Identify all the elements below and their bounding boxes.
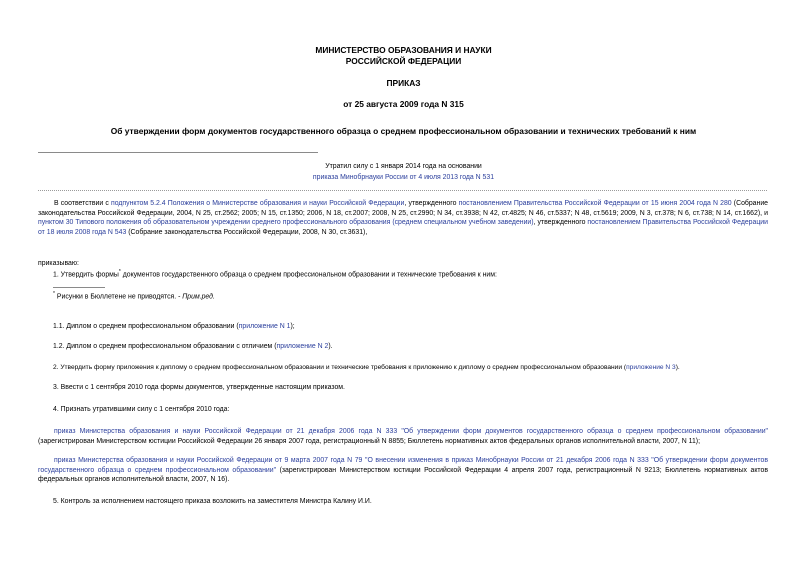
order-79-link[interactable]: "Об утверждении форм документов государственного образца о среднем профессиональном образовании"	[38, 457, 768, 474]
footnote-reference: *	[118, 269, 121, 275]
document-type: ПРИКАЗ	[386, 78, 421, 88]
appendix-3-link[interactable]: приложение N 3	[626, 364, 676, 371]
item-1	[53, 268, 497, 280]
repeal-text: (зарегистрирован Министерством юстиции Российской Федерации 26 января 2007 года, регистрационный N 8855; Бюллетень нормативных актов федеральных органов исполнительной власти, 2007, N 11);	[38, 437, 700, 445]
preamble-text: , утвержденного	[404, 200, 459, 207]
repealed-order-2	[38, 456, 768, 485]
repeal-text: (зарегистрирован Министерством юстиции Российской Федерации 4 апреля 2007 года, регистрационный N 9213; Бюллетень нормативных актов федеральных органов исполнительной власти, 2007, N 16).	[38, 466, 768, 484]
preamble-text: (Собрание законодательства Российской Федерации, 2004, N 25, ст.2562; 2005; N 15, ст.1350; 2006, N 18, ст.2007; 2008, N 25, ст.2990; N 34, ст.3938; N 42, ст.4825; N 46, ст.5337; N 48, ст.5619; 2009, N 3, ст.378; N 6, ст.738; N 14, ст.1662), и	[38, 200, 768, 217]
footnote-italic: Прим.ред.	[182, 293, 215, 301]
document-date-number: от 25 августа 2009 года N 315	[343, 99, 464, 109]
government-decree-543-link[interactable]: постановлением Правительства Российской Федерации от 18 июля 2008 года N 543	[38, 219, 768, 236]
preamble-text: , утвержденного	[533, 219, 588, 227]
divider-top	[38, 152, 318, 153]
item-2	[53, 363, 680, 373]
footnote-mark: *	[53, 291, 55, 297]
item-1-text: 1. Утвердить формы	[53, 271, 119, 279]
ministry-name-line2: РОССИЙСКОЙ ФЕДЕРАЦИИ	[345, 56, 462, 66]
divider-dotted	[38, 190, 767, 191]
preamble-paragraph	[38, 199, 768, 237]
appendix-1-link[interactable]: приложение N 1	[238, 323, 291, 330]
order-333-link[interactable]: приказ Министерства образования и науки Российской Федерации от 21 декабря 2006 года N 333 "Об утверждении форм документов государственного образца о среднем профессиональном образовании"	[54, 428, 768, 435]
document-title: Об утверждении форм документов государственного образца о среднем профессиональном образовании и технических требований к ним	[110, 126, 697, 136]
item-text: ).	[675, 364, 680, 371]
item-text: 1.2. Диплом о среднем профессиональном образовании с отличием (	[53, 343, 277, 350]
expired-basis-link[interactable]: приказа Минобрнауки России от 4 июля 2013 года N 531	[312, 174, 495, 181]
item-text: 1.1. Диплом о среднем профессиональном образовании (	[53, 323, 239, 330]
appendix-2-link[interactable]: приложение N 2	[276, 343, 329, 350]
regulation-link[interactable]: подпунктом 5.2.4 Положения о Министерстве образования и науки Российской Федерации	[110, 200, 405, 207]
preamble-text: (Собрание законодательства Российской Федерации, 2008, N 30, ст.3631),	[126, 228, 368, 236]
item-5: 5. Контроль за исполнением настоящего приказа возложить на заместителя Министра Калину И.И.	[53, 498, 372, 505]
item-1-2	[53, 342, 333, 352]
repealed-order-1	[38, 427, 768, 446]
item-text: );	[290, 323, 295, 330]
item-text: ).	[328, 343, 333, 350]
order-333-link[interactable]: приказ Минобрнауки России от 21 декабря 2006 года N 333	[451, 457, 649, 464]
footnote	[53, 290, 215, 302]
footnote-text: Рисунки в Бюллетене не приводятся. -	[54, 293, 183, 301]
footnote-divider	[53, 287, 105, 288]
item-1-1	[53, 322, 295, 332]
order-79-link[interactable]: приказ Министерства образования и науки Российской Федерации от 9 марта 2007 года N 79 "О внесении изменения в	[54, 457, 452, 464]
government-decree-280-link[interactable]: постановлением Правительства Российской Федерации от 15 июня 2004 года N 280	[458, 200, 732, 207]
item-1-text: документов государственного образца о среднем профессиональном образовании и технические требования к ним:	[120, 271, 497, 279]
item-4: 4. Признать утратившими силу с 1 сентября 2010 года:	[53, 406, 230, 413]
typical-provision-link[interactable]: пунктом 30 Типового положения об образовательном учреждении среднего профессионального образования (среднем специальном учебном заведении)	[38, 219, 534, 227]
preamble-text: В соответствии с	[54, 200, 111, 207]
item-3: 3. Ввести с 1 сентября 2010 года формы документов, утвержденные настоящим приказом.	[53, 384, 345, 391]
orders-word: приказываю:	[38, 260, 79, 267]
ministry-name-line1: МИНИСТЕРСТВО ОБРАЗОВАНИЯ И НАУКИ	[315, 45, 492, 55]
expired-notice: Утратил силу с 1 января 2014 года на основании	[325, 163, 482, 170]
item-text: 2. Утвердить форму приложения к диплому о среднем профессиональном образовании и технические требования к приложению к диплому о среднем профессиональном образовании (	[53, 364, 627, 371]
